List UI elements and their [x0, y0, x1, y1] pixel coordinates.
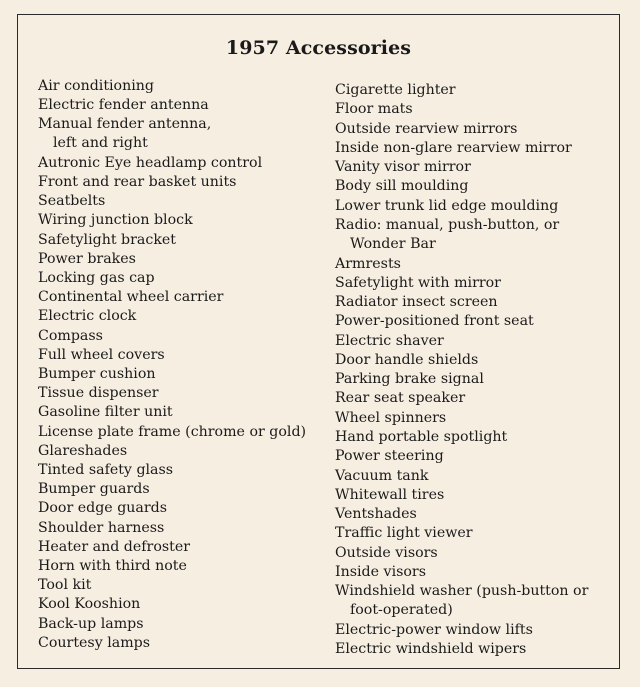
accessory-item-text: Back-up lamps [38, 615, 144, 632]
accessory-item [38, 77, 154, 96]
accessory-item [335, 81, 456, 100]
accessory-item [335, 447, 444, 466]
accessory-item-text: Heater and defroster [38, 538, 191, 555]
accessory-item-text: Horn with third note [38, 558, 187, 574]
accessory-item [38, 154, 262, 173]
accessory-item [38, 231, 176, 250]
accessory-item [38, 269, 155, 288]
accessory-item [335, 467, 428, 486]
accessory-item-text: Continental wheel carrier [38, 289, 224, 306]
accessory-item-text: Parking brake signal [335, 371, 484, 388]
accessory-item-text: Compass [38, 327, 103, 344]
accessory-item-text: Radiator insect screen [335, 294, 498, 311]
accessory-item-text: Vanity visor mirror [335, 159, 471, 176]
accessory-item-text: Electric shaver [335, 332, 444, 349]
accessory-item-text: Outside visors [335, 544, 438, 561]
accessory-item [38, 384, 159, 403]
accessory-item-text: Hand portable spotlight [335, 429, 508, 446]
accessory-item-text: Front and rear basket units [38, 174, 237, 190]
accessory-item [335, 177, 469, 196]
accessory-item-text: Body sill moulding [335, 178, 469, 195]
accessory-item-text: Power brakes [38, 250, 136, 267]
accessory-item-text: Tinted safety glass [38, 462, 174, 478]
accessory-item [38, 192, 105, 211]
accessory-item-text: Bumper cushion [38, 366, 156, 382]
accessory-item-text: Kool Kooshion [38, 596, 141, 613]
accessory-item-text: Wiring junction block [38, 212, 193, 229]
accessory-item [335, 274, 501, 293]
accessory-item-text: Inside non-glare rearview mirror [335, 139, 572, 156]
accessory-item-text: Seatbelts [38, 193, 106, 210]
accessory-item-text: Armrests [335, 255, 401, 272]
accessory-item [335, 351, 478, 370]
accessories-panel [17, 14, 620, 669]
accessory-item [335, 100, 413, 119]
accessory-item [335, 524, 473, 543]
accessory-item [38, 173, 236, 192]
accessory-item [38, 327, 103, 346]
accessory-item [38, 250, 136, 269]
accessory-item-text: Inside visors [335, 564, 426, 580]
accessory-item [335, 389, 465, 408]
accessory-item-text: Rear seat speaker [335, 390, 466, 407]
accessory-item-text: Cigarette lighter [335, 82, 456, 98]
accessory-item [38, 461, 173, 480]
accessory-item-text: Air conditioning [38, 78, 154, 94]
accessory-item-text: Electric-power window lifts [335, 621, 533, 638]
accessory-item-text: Gasoline filter unit [38, 404, 173, 421]
accessory-item-text: Electric clock [38, 308, 137, 325]
accessory-item [38, 538, 190, 557]
accessory-item-text: Autronic Eye headlamp control [38, 154, 263, 171]
accessory-item [335, 640, 526, 659]
accessory-item-text: Wheel spinners [335, 409, 447, 426]
accessory-item [38, 634, 150, 653]
accessory-item [38, 499, 167, 518]
accessory-item [335, 582, 588, 620]
accessory-item [335, 544, 438, 563]
accessory-item-text: Door edge guards [38, 500, 168, 517]
accessory-item [38, 423, 306, 442]
accessory-item-continuation: foot-operated) [350, 602, 453, 619]
accessory-item-text: Full wheel covers [38, 346, 165, 363]
accessory-item [335, 216, 559, 254]
accessory-item-text: Radio: manual, push-button, or [335, 216, 560, 233]
accessory-item [38, 576, 91, 595]
accessory-item [335, 139, 572, 158]
accessory-item [38, 211, 193, 230]
accessory-item [38, 519, 164, 538]
accessory-item [38, 557, 187, 576]
accessory-item [38, 365, 156, 384]
page-title: 1957 Accessories [225, 37, 412, 59]
accessory-item-text: Whitewall tires [335, 486, 445, 503]
accessory-item-continuation: Wonder Bar [350, 235, 436, 252]
accessory-item-text: Locking gas cap [38, 270, 155, 286]
accessory-item-text: Lower trunk lid edge moulding [335, 197, 559, 214]
accessory-item [38, 442, 127, 461]
accessory-item [335, 120, 517, 139]
accessory-item [38, 115, 211, 153]
accessory-item-text: Electric fender antenna [38, 97, 209, 114]
accessory-item-text: Outside rearview mirrors [335, 120, 518, 137]
accessory-item-text: Traffic light viewer [335, 525, 473, 542]
accessory-item [38, 615, 144, 634]
accessory-item [38, 403, 173, 422]
accessory-item-text: Ventshades [335, 506, 417, 523]
accessory-item [335, 505, 417, 524]
accessory-item [335, 197, 558, 216]
accessory-item [38, 96, 209, 115]
accessory-item-text: Tool kit [38, 577, 92, 594]
accessory-item-text: Bumper guards [38, 481, 150, 498]
accessory-item [335, 158, 471, 177]
accessory-item-text: Windshield washer (push-button or [335, 583, 589, 600]
accessory-item-text: Vacuum tank [335, 467, 429, 484]
accessory-item-text: Door handle shields [335, 351, 479, 368]
accessory-item-text: Courtesy lamps [38, 634, 151, 651]
accessory-item-text: Power-positioned front seat [335, 313, 534, 330]
accessory-item-text: Floor mats [335, 101, 413, 118]
accessory-item [335, 409, 446, 428]
accessory-item [335, 370, 484, 389]
accessory-item [335, 293, 498, 312]
accessory-item [335, 486, 444, 505]
accessory-item [335, 332, 444, 351]
accessory-item [335, 428, 507, 447]
accessory-item-text: License plate frame (chrome or gold) [38, 423, 307, 440]
accessory-item [38, 288, 223, 307]
accessory-item-text: Electric windshield wipers [335, 641, 527, 658]
accessory-item [38, 595, 140, 614]
accessory-item-text: Safetylight with mirror [335, 274, 501, 291]
accessory-item-text: Safetylight bracket [38, 231, 177, 248]
accessory-item-text: Tissue dispenser [38, 385, 159, 402]
accessory-item [335, 255, 401, 274]
accessory-item [335, 621, 533, 640]
accessory-item-text: Power steering [335, 448, 444, 465]
accessory-item-text: Glareshades [38, 442, 128, 459]
accessory-item [335, 563, 426, 582]
accessory-item [38, 307, 136, 326]
accessory-item-continuation: left and right [53, 135, 148, 152]
accessory-item [335, 312, 534, 331]
accessory-item [38, 346, 165, 365]
accessory-item-text: Shoulder harness [38, 519, 165, 536]
accessory-item-text: Manual fender antenna, [38, 116, 212, 133]
accessory-item [38, 480, 150, 499]
